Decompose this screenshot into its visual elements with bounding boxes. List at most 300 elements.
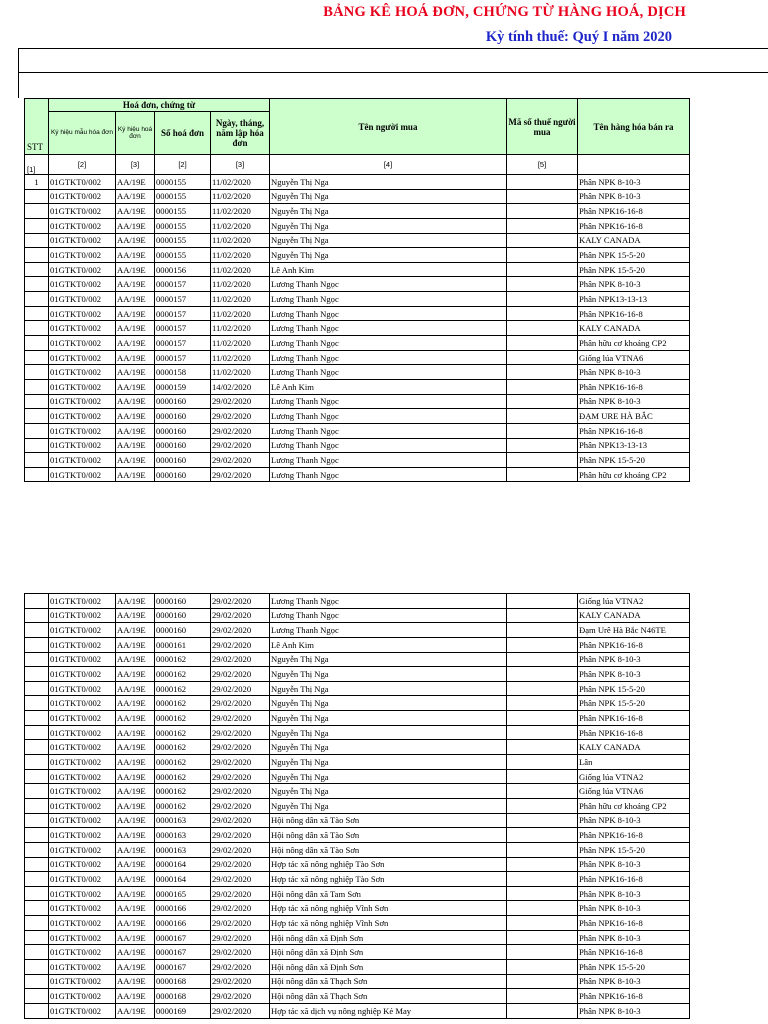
cell-goods-name: Phân NPK 8-10-3 [578,901,690,916]
cell-buyer-tax-code [507,916,578,931]
cell-goods-name: Phân hữu cơ khoáng CP2 [578,467,690,482]
cell-invoice-date: 29/02/2020 [211,872,270,887]
table-row [25,409,690,424]
cell-series-symbol: AA/19E [116,696,155,711]
table-row [25,784,690,799]
table-row [25,336,690,351]
cell-invoice-no: 0000169 [155,1003,211,1018]
cell-goods-name: Phân NPK16-16-8 [578,872,690,887]
cell-series-symbol: AA/19E [116,394,155,409]
cell-goods-name: Phân NPK 8-10-3 [578,974,690,989]
cell-buyer-tax-code [507,857,578,872]
cell-stt [25,842,49,857]
cell-goods-name: Phân NPK 8-10-3 [578,857,690,872]
cell-goods-name: Phân NPK16-16-8 [578,989,690,1004]
cell-series-symbol: AA/19E [116,218,155,233]
cell-invoice-no: 0000162 [155,667,211,682]
cell-stt [25,930,49,945]
cell-invoice-no: 0000157 [155,321,211,336]
cell-series-symbol: AA/19E [116,189,155,204]
cell-invoice-no: 0000160 [155,623,211,638]
cell-buyer-name: Nguyễn Thị Nga [270,769,507,784]
cell-invoice-no: 0000163 [155,842,211,857]
table-row [25,769,690,784]
cell-goods-name: Phân NPK16-16-8 [578,204,690,219]
cell-invoice-date: 29/02/2020 [211,769,270,784]
cell-goods-name: Phân NPK 8-10-3 [578,652,690,667]
cell-invoice-no: 0000164 [155,857,211,872]
cell-buyer-name: Lương Thanh Ngọc [270,608,507,623]
cell-buyer-tax-code [507,901,578,916]
cell-stt [25,594,49,609]
cell-invoice-no: 0000159 [155,379,211,394]
cell-buyer-name: Lương Thanh Ngọc [270,409,507,424]
cell-buyer-tax-code [507,218,578,233]
cell-buyer-tax-code [507,292,578,307]
cell-invoice-no: 0000168 [155,989,211,1004]
cell-stt [25,667,49,682]
column-number-row [25,155,690,175]
cell-buyer-tax-code [507,945,578,960]
cell-buyer-name: Nguyễn Thị Nga [270,233,507,248]
cell-invoice-no: 0000162 [155,652,211,667]
cell-buyer-name: Lương Thanh Ngọc [270,292,507,307]
cell-form-symbol: 01GTKT0/002 [49,886,116,901]
cell-goods-name: KALY CANADA [578,740,690,755]
cell-series-symbol: AA/19E [116,813,155,828]
cell-buyer-name: Hội nông dân xã Tam Sơn [270,886,507,901]
cell-buyer-name: Hội nông dân xã Thạch Sơn [270,974,507,989]
cell-stt [25,798,49,813]
cell-buyer-name: Nguyễn Thị Nga [270,667,507,682]
table-row [25,725,690,740]
cell-form-symbol: 01GTKT0/002 [49,467,116,482]
cell-buyer-tax-code [507,886,578,901]
table-row [25,292,690,307]
cell-goods-name: KALY CANADA [578,233,690,248]
table-row [25,189,690,204]
cell-goods-name: Phân NPK 8-10-3 [578,189,690,204]
cell-form-symbol: 01GTKT0/002 [49,813,116,828]
cell-form-symbol: 01GTKT0/002 [49,960,116,975]
cell-stt [25,974,49,989]
cell-series-symbol: AA/19E [116,594,155,609]
table-row [25,945,690,960]
cell-form-symbol: 01GTKT0/002 [49,916,116,931]
cell-goods-name: Phân hữu cơ khoáng CP2 [578,336,690,351]
cell-buyer-tax-code [507,960,578,975]
cell-invoice-date: 11/02/2020 [211,365,270,380]
cell-form-symbol: 01GTKT0/002 [49,637,116,652]
cell-series-symbol: AA/19E [116,945,155,960]
cell-invoice-date: 29/02/2020 [211,798,270,813]
report-title-box [18,48,768,98]
cell-buyer-name: Nguyễn Thị Nga [270,711,507,726]
cell-invoice-date: 29/02/2020 [211,784,270,799]
cell-invoice-date: 11/02/2020 [211,292,270,307]
cell-invoice-date: 29/02/2020 [211,945,270,960]
cell-invoice-date: 29/02/2020 [211,842,270,857]
cell-goods-name: Giống lúa VTNA2 [578,769,690,784]
cell-goods-name: Phân NPK16-16-8 [578,423,690,438]
cell-invoice-no: 0000160 [155,608,211,623]
cell-goods-name: Phân NPK 8-10-3 [578,667,690,682]
table-row [25,594,690,609]
cell-form-symbol: 01GTKT0/002 [49,306,116,321]
table-row [25,608,690,623]
cell-invoice-date: 11/02/2020 [211,277,270,292]
cell-buyer-name: Lương Thanh Ngọc [270,423,507,438]
cell-series-symbol: AA/19E [116,769,155,784]
cell-buyer-tax-code [507,189,578,204]
table-row [25,453,690,468]
cell-invoice-date: 29/02/2020 [211,828,270,843]
cell-buyer-tax-code [507,608,578,623]
cell-form-symbol: 01GTKT0/002 [49,608,116,623]
cell-invoice-no: 0000163 [155,813,211,828]
table-row [25,667,690,682]
cell-invoice-date: 29/02/2020 [211,438,270,453]
cell-buyer-name: Lương Thanh Ngọc [270,594,507,609]
cell-stt [25,901,49,916]
cell-form-symbol: 01GTKT0/002 [49,930,116,945]
cell-series-symbol: AA/19E [116,467,155,482]
cell-buyer-name: Lương Thanh Ngọc [270,350,507,365]
cell-buyer-name: Nguyễn Thị Nga [270,725,507,740]
cell-invoice-no: 0000161 [155,637,211,652]
cell-series-symbol: AA/19E [116,784,155,799]
cell-invoice-no: 0000157 [155,350,211,365]
cell-goods-name: ĐẠM URE HÀ BẮC [578,409,690,424]
cell-form-symbol: 01GTKT0/002 [49,365,116,380]
cell-series-symbol: AA/19E [116,828,155,843]
cell-buyer-name: Hợp tác xã nông nghiệp Tào Sơn [270,872,507,887]
cell-stt [25,725,49,740]
cell-form-symbol: 01GTKT0/002 [49,453,116,468]
cell-buyer-tax-code [507,365,578,380]
cell-stt [25,379,49,394]
table-row [25,423,690,438]
cell-goods-name: Phân NPK 15-5-20 [578,248,690,263]
cell-invoice-date: 29/02/2020 [211,394,270,409]
cell-buyer-tax-code [507,828,578,843]
cell-stt [25,696,49,711]
cell-invoice-no: 0000162 [155,798,211,813]
cell-goods-name: Phân NPK 8-10-3 [578,813,690,828]
cell-invoice-no: 0000155 [155,248,211,263]
table-row [25,218,690,233]
cell-goods-name: Phân NPK16-16-8 [578,828,690,843]
cell-goods-name: Phân NPK 8-10-3 [578,886,690,901]
cell-buyer-tax-code [507,394,578,409]
cell-goods-name: Phân NPK16-16-8 [578,379,690,394]
cell-invoice-no: 0000160 [155,438,211,453]
table-row [25,262,690,277]
cell-invoice-date: 29/02/2020 [211,989,270,1004]
cell-invoice-date: 29/02/2020 [211,423,270,438]
cell-goods-name: Phân NPK16-16-8 [578,711,690,726]
table-row [25,1003,690,1018]
cell-form-symbol: 01GTKT0/002 [49,696,116,711]
cell-stt [25,989,49,1004]
table-row [25,740,690,755]
cell-buyer-name: Nguyễn Thị Nga [270,248,507,263]
cell-series-symbol: AA/19E [116,623,155,638]
cell-buyer-name: Lương Thanh Ngọc [270,467,507,482]
cell-form-symbol: 01GTKT0/002 [49,901,116,916]
cell-form-symbol: 01GTKT0/002 [49,423,116,438]
table-row [25,637,690,652]
cell-invoice-no: 0000160 [155,409,211,424]
cell-invoice-no: 0000162 [155,740,211,755]
cell-stt [25,277,49,292]
cell-buyer-name: Hội nông dân xã Tào Sơn [270,828,507,843]
cell-form-symbol: 01GTKT0/002 [49,842,116,857]
table-row [25,394,690,409]
cell-stt [25,262,49,277]
cell-buyer-tax-code [507,711,578,726]
cell-invoice-date: 29/02/2020 [211,623,270,638]
cell-form-symbol: 01GTKT0/002 [49,740,116,755]
cell-stt [25,467,49,482]
cell-form-symbol: 01GTKT0/002 [49,379,116,394]
cell-goods-name: Phân NPK 15-5-20 [578,453,690,468]
cell-stt [25,755,49,770]
cell-invoice-no: 0000162 [155,784,211,799]
cell-form-symbol: 01GTKT0/002 [49,769,116,784]
cell-stt [25,248,49,263]
table-row [25,365,690,380]
cell-stt [25,1003,49,1018]
cell-buyer-tax-code [507,350,578,365]
cell-series-symbol: AA/19E [116,740,155,755]
cell-buyer-tax-code [507,989,578,1004]
header-buyer-tax-code: Mã số thuế người mua [507,99,578,155]
cell-series-symbol: AA/19E [116,886,155,901]
cell-invoice-date: 29/02/2020 [211,740,270,755]
cell-series-symbol: AA/19E [116,409,155,424]
cell-form-symbol: 01GTKT0/002 [49,945,116,960]
cell-series-symbol: AA/19E [116,916,155,931]
report-period: Kỳ tính thuế: Quý I năm 2020 [485,29,672,45]
cell-invoice-date: 11/02/2020 [211,218,270,233]
cell-stt [25,321,49,336]
cell-invoice-date: 11/02/2020 [211,233,270,248]
cell-buyer-tax-code [507,379,578,394]
cell-stt [25,336,49,351]
cell-invoice-date: 11/02/2020 [211,189,270,204]
cell-stt [25,637,49,652]
cell-series-symbol: AA/19E [116,872,155,887]
cell-buyer-tax-code [507,696,578,711]
cell-buyer-name: Lương Thanh Ngọc [270,623,507,638]
cell-goods-name: Đạm Urê Hà Bắc N46TE [578,623,690,638]
cell-invoice-date: 29/02/2020 [211,467,270,482]
cell-goods-name: Phân NPK13-13-13 [578,292,690,307]
cell-stt [25,784,49,799]
cell-form-symbol: 01GTKT0/002 [49,594,116,609]
cell-buyer-tax-code [507,409,578,424]
cell-stt [25,945,49,960]
cell-form-symbol: 01GTKT0/002 [49,667,116,682]
cell-buyer-name: Nguyễn Thị Nga [270,784,507,799]
cell-invoice-no: 0000158 [155,365,211,380]
cell-invoice-date: 29/02/2020 [211,725,270,740]
cell-invoice-no: 0000157 [155,306,211,321]
cell-series-symbol: AA/19E [116,711,155,726]
cell-goods-name: Phân NPK16-16-8 [578,218,690,233]
cell-buyer-tax-code [507,681,578,696]
cell-buyer-tax-code [507,204,578,219]
cell-buyer-tax-code [507,277,578,292]
cell-form-symbol: 01GTKT0/002 [49,350,116,365]
table-row [25,798,690,813]
cell-series-symbol: AA/19E [116,365,155,380]
table-row [25,813,690,828]
cell-invoice-date: 11/02/2020 [211,204,270,219]
table-row [25,306,690,321]
cell-form-symbol: 01GTKT0/002 [49,218,116,233]
cell-invoice-date: 29/02/2020 [211,608,270,623]
cell-buyer-name: Hội nông dân xã Định Sơn [270,960,507,975]
cell-buyer-tax-code [507,798,578,813]
cell-goods-name: KALY CANADA [578,608,690,623]
cell-form-symbol: 01GTKT0/002 [49,711,116,726]
cell-series-symbol: AA/19E [116,667,155,682]
cell-invoice-no: 0000155 [155,233,211,248]
cell-series-symbol: AA/19E [116,277,155,292]
cell-goods-name: Phân NPK16-16-8 [578,945,690,960]
cell-buyer-name: Nguyễn Thị Nga [270,696,507,711]
cell-buyer-name: Nguyễn Thị Nga [270,652,507,667]
cell-invoice-date: 29/02/2020 [211,813,270,828]
header-series-symbol: Ký hiệu hoá đơn [116,112,155,155]
cell-form-symbol: 01GTKT0/002 [49,277,116,292]
cell-goods-name: Phân NPK 15-5-20 [578,262,690,277]
cell-invoice-no: 0000155 [155,175,211,190]
cell-stt [25,365,49,380]
cell-invoice-date: 11/02/2020 [211,336,270,351]
table-row [25,901,690,916]
invoice-table-block-1 [24,98,690,482]
cell-stt [25,350,49,365]
cell-invoice-no: 0000167 [155,960,211,975]
table-row [25,175,690,190]
table-row [25,872,690,887]
table-row [25,379,690,394]
header-goods-name: Tên hàng hóa bán ra [578,99,690,155]
cell-invoice-no: 0000162 [155,696,211,711]
cell-goods-name: Phân NPK 8-10-3 [578,1003,690,1018]
cell-buyer-name: Nguyễn Thị Nga [270,204,507,219]
cell-buyer-name: Lương Thanh Ngọc [270,394,507,409]
cell-buyer-name: Lương Thanh Ngọc [270,453,507,468]
cell-stt [25,886,49,901]
colnum-2: [2] [49,155,116,175]
colnum-1: [1] [25,155,49,175]
cell-series-symbol: AA/19E [116,262,155,277]
cell-goods-name: Phân NPK 8-10-3 [578,175,690,190]
cell-invoice-date: 29/02/2020 [211,453,270,468]
header-invoice-group: Hoá đơn, chứng từ [49,99,270,112]
table-row [25,248,690,263]
cell-form-symbol: 01GTKT0/002 [49,394,116,409]
table-row [25,652,690,667]
cell-invoice-no: 0000165 [155,886,211,901]
cell-series-symbol: AA/19E [116,233,155,248]
cell-buyer-tax-code [507,637,578,652]
cell-series-symbol: AA/19E [116,175,155,190]
cell-stt [25,828,49,843]
cell-buyer-tax-code [507,652,578,667]
cell-series-symbol: AA/19E [116,453,155,468]
cell-buyer-name: Nguyễn Thị Nga [270,681,507,696]
cell-invoice-no: 0000162 [155,725,211,740]
cell-invoice-no: 0000160 [155,423,211,438]
cell-goods-name: Phân NPK 15-5-20 [578,960,690,975]
cell-invoice-no: 0000162 [155,681,211,696]
cell-invoice-date: 29/02/2020 [211,901,270,916]
table-row [25,696,690,711]
cell-invoice-no: 0000166 [155,916,211,931]
cell-form-symbol: 01GTKT0/002 [49,438,116,453]
cell-buyer-name: Lương Thanh Ngọc [270,365,507,380]
cell-stt [25,652,49,667]
colnum-7: [5] [507,155,578,175]
cell-invoice-no: 0000155 [155,204,211,219]
cell-invoice-no: 0000168 [155,974,211,989]
cell-series-symbol: AA/19E [116,755,155,770]
table-row [25,842,690,857]
cell-invoice-no: 0000166 [155,901,211,916]
cell-invoice-no: 0000155 [155,218,211,233]
cell-stt [25,916,49,931]
cell-form-symbol: 01GTKT0/002 [49,189,116,204]
cell-goods-name: Lân [578,755,690,770]
cell-form-symbol: 01GTKT0/002 [49,872,116,887]
header-invoice-no: Số hoá đơn [155,112,211,155]
cell-series-symbol: AA/19E [116,204,155,219]
cell-goods-name: Giống lúa VTNA6 [578,784,690,799]
cell-buyer-name: Hội nông dân xã Thạch Sơn [270,989,507,1004]
cell-stt [25,857,49,872]
cell-stt [25,453,49,468]
cell-stt [25,813,49,828]
cell-invoice-date: 29/02/2020 [211,667,270,682]
cell-invoice-no: 0000156 [155,262,211,277]
cell-invoice-no: 0000155 [155,189,211,204]
cell-series-symbol: AA/19E [116,798,155,813]
cell-invoice-date: 29/02/2020 [211,886,270,901]
cell-form-symbol: 01GTKT0/002 [49,262,116,277]
cell-invoice-no: 0000162 [155,711,211,726]
cell-buyer-name: Lê Anh Kim [270,637,507,652]
colnum-4: [2] [155,155,211,175]
cell-series-symbol: AA/19E [116,989,155,1004]
cell-buyer-tax-code [507,930,578,945]
table-row [25,321,690,336]
cell-series-symbol: AA/19E [116,1003,155,1018]
cell-invoice-no: 0000160 [155,453,211,468]
cell-invoice-date: 11/02/2020 [211,306,270,321]
cell-invoice-date: 29/02/2020 [211,930,270,945]
cell-goods-name: Phân NPK 15-5-20 [578,696,690,711]
cell-buyer-name: Hội nông dân xã Định Sơn [270,930,507,945]
cell-goods-name: Phân NPK 8-10-3 [578,277,690,292]
cell-invoice-date: 29/02/2020 [211,696,270,711]
cell-stt [25,409,49,424]
cell-buyer-tax-code [507,233,578,248]
